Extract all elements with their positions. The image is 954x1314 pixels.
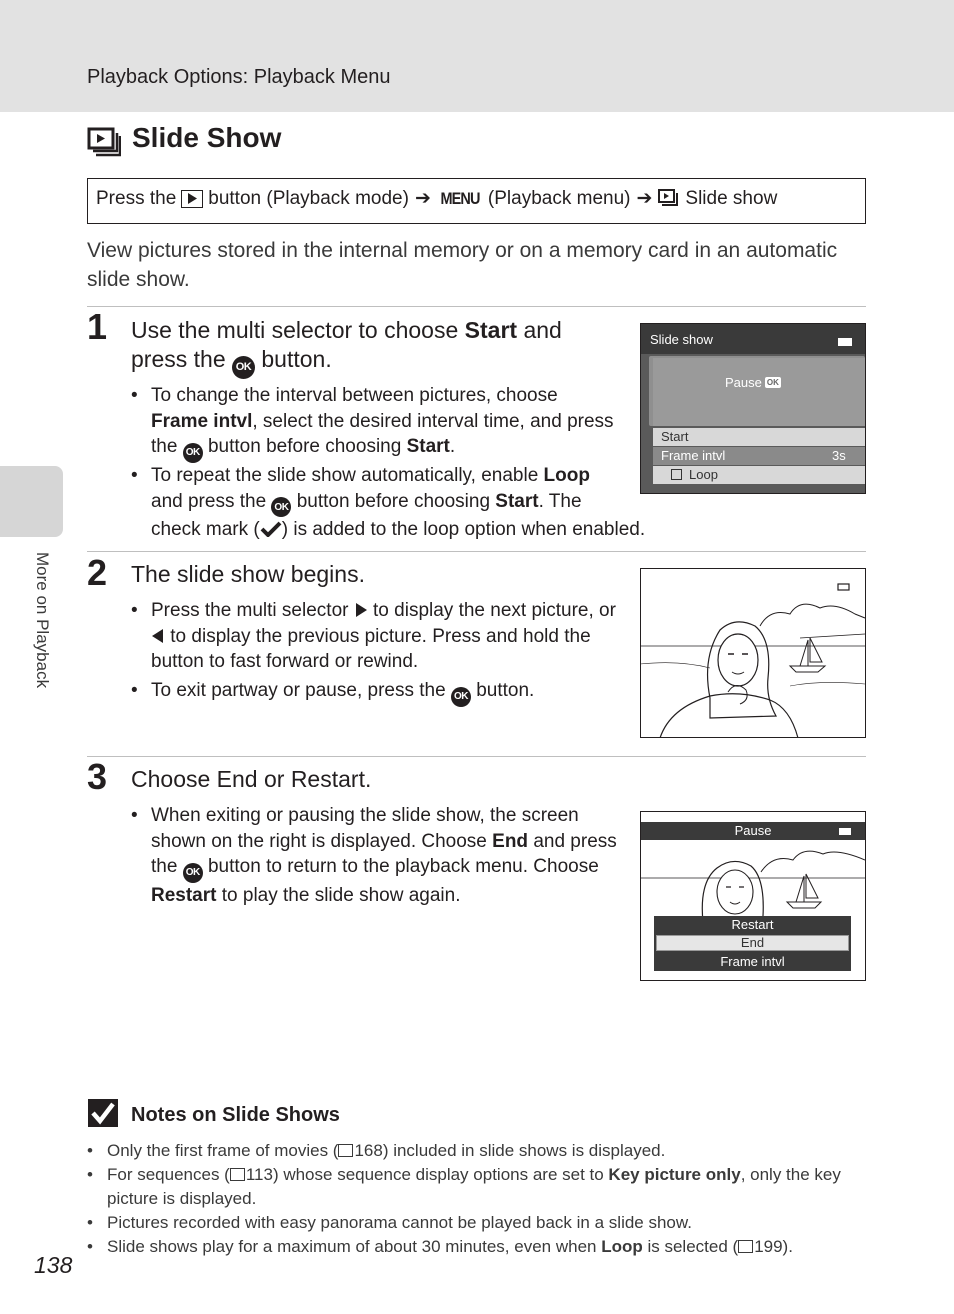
menu-frame-intvl[interactable]: Frame intvl	[720, 954, 785, 969]
slide-show-menu-screen	[640, 323, 866, 494]
battery-icon	[839, 828, 851, 835]
section-title: Playback Options: Playback Menu	[87, 66, 391, 88]
note-3: • Pictures recorded with easy panorama cannot be played back in a slide show.	[87, 1213, 692, 1232]
intro-paragraph: View pictures stored in the internal memory or on a memory card in an automatic slide show.	[87, 239, 838, 291]
step-1-number: 1	[87, 306, 108, 347]
ok-icon: OK	[183, 863, 203, 883]
side-tab-label: More on Playback	[33, 552, 52, 689]
note-1: • Only the first frame of movies ( 168) included in slide shows is displayed.	[87, 1141, 666, 1160]
check-mark-icon	[260, 521, 282, 537]
frame-intvl-value: 3s	[832, 448, 846, 463]
left-arrow-icon	[151, 628, 165, 644]
page-header	[0, 0, 954, 112]
playback-button-icon	[181, 190, 203, 208]
arrow-icon: ➔	[636, 188, 653, 209]
right-arrow-icon	[354, 602, 368, 618]
battery-icon	[838, 338, 852, 346]
pause-title: Pause	[734, 823, 772, 838]
step-1-bullet-1: • To change the interval between pictures, choose Frame intvl, select the desired interval time, and press the OK button before choosing Start.	[131, 383, 631, 463]
path-playback-menu: (Playback menu)	[487, 187, 631, 209]
pause-label: Pause OK	[725, 375, 779, 390]
path-slide-show: Slide show	[685, 187, 778, 209]
step-2-bullet-1: • Press the multi selector to display the next picture, or to display the previous picture. Press and hold the button to fast forward or rewind.	[131, 600, 616, 672]
page-ref-icon	[338, 1144, 353, 1157]
pause-menu-screen	[640, 811, 866, 981]
step-2-heading: The slide show begins.	[131, 561, 365, 587]
path-press: Press the	[96, 187, 177, 209]
menu-restart[interactable]: Restart	[731, 917, 774, 932]
step-1-bullet-2: • To repeat the slide show automatically, enable Loop and press the OK button before choosing Start. The check mark ( ) is added to the loop option when enabled.	[131, 465, 646, 541]
checkmark-note-icon	[87, 1098, 119, 1128]
menu-start[interactable]: Start	[661, 429, 689, 444]
path-playback-mode: button (Playback mode)	[208, 187, 409, 209]
menu-end[interactable]: End	[740, 935, 765, 950]
step-1-heading: Use the multi selector to choose Start and press the OK button.	[131, 316, 562, 379]
side-tab	[0, 466, 63, 537]
page-number: 138	[34, 1252, 73, 1278]
arrow-icon: ➔	[414, 188, 431, 209]
slide-show-small-icon	[658, 189, 680, 209]
page-title: Slide Show	[132, 122, 282, 153]
step-3-number: 3	[87, 756, 108, 797]
menu-button-icon: MENU	[440, 188, 480, 208]
step-2-number: 2	[87, 552, 108, 593]
ok-icon: OK	[183, 443, 203, 463]
slide-show-picture-screen	[640, 568, 866, 738]
divider	[87, 756, 866, 757]
ok-icon: OK	[451, 687, 471, 707]
notes-title: Notes on Slide Shows	[131, 1104, 340, 1126]
ok-icon: OK	[271, 497, 291, 517]
screen-title: Slide show	[650, 332, 713, 347]
loop-checkbox[interactable]	[671, 469, 682, 480]
divider	[87, 306, 866, 307]
navigation-path	[96, 187, 777, 210]
step-3-heading: Choose End or Restart.	[131, 766, 372, 792]
note-2: • For sequences ( 113) whose sequence display options are set to Key picture only, only the key picture is displayed.	[87, 1165, 841, 1208]
step-3-bullet-1: • When exiting or pausing the slide show, the screen shown on the right is displayed. Choose End and press the OK button to return to the playback menu. Choose Restart to play the slide show again.	[131, 805, 617, 906]
page-ref-icon	[738, 1240, 753, 1253]
note-4: • Slide shows play for a maximum of about 30 minutes, even when Loop is selected ( 199).	[87, 1237, 793, 1256]
ok-icon: OK	[232, 356, 255, 379]
divider	[87, 551, 866, 552]
page-ref-icon	[230, 1168, 245, 1181]
step-2-bullet-2: • To exit partway or pause, press the OK button.	[131, 678, 611, 706]
menu-frame-intvl[interactable]: Frame intvl	[661, 448, 726, 463]
menu-loop[interactable]: Loop	[689, 467, 718, 482]
slide-show-icon	[87, 127, 121, 157]
